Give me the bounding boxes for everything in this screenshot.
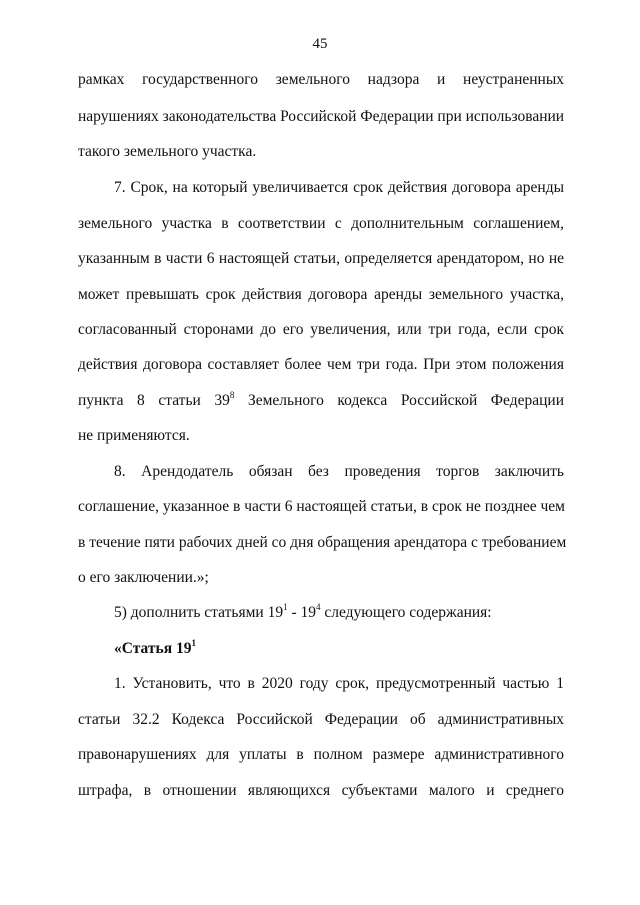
text-line: рамках государственного земельного надзора и неустраненных (78, 71, 564, 88)
text-line: земельного участка в соответствии с дополнительным соглашением, (78, 215, 564, 232)
text-line: может превышать срок действия договора аренды земельного участка, (78, 286, 564, 303)
text-line: о его заключении.»; (78, 569, 209, 586)
article-heading (114, 639, 564, 659)
text-fragment: Земельного кодекса Российской Федерации (234, 392, 565, 409)
text-fragment: следующего содержания: (320, 604, 492, 621)
superscript: 8 (229, 390, 235, 400)
text-line: соглашение, указанное в части 6 настоящей статьи, в срок не позднее чем (78, 498, 565, 515)
text-fragment: 5) дополнить статьями 19 (114, 604, 284, 621)
page-number: 45 (312, 36, 328, 52)
paragraph-7-first-line: 7. Срок, на который увеличивается срок действия договора аренды (114, 179, 564, 196)
superscript: 4 (316, 602, 321, 612)
text-line: правонарушениях для уплаты в полном размере административного (78, 746, 564, 763)
text-line: нарушениях законодательства Российской Федерации при использовании (78, 108, 565, 125)
superscript: 1 (283, 602, 288, 612)
text-line: не применяются. (78, 427, 190, 444)
text-line: в течение пяти рабочих дней со дня обращения арендатора с требованием (78, 534, 567, 551)
text-line: указанным в части 6 настоящей статьи, определяется арендатором, но не (78, 250, 564, 267)
item-5-line (114, 603, 564, 623)
text-fragment: пункта 8 статьи 39 (78, 392, 230, 409)
article-paragraph-1-first-line: 1. Установить, что в 2020 году срок, предусмотренный частью 1 (114, 675, 564, 692)
paragraph-8-first-line: 8. Арендодатель обязан без проведения торгов заключить (114, 463, 564, 480)
text-line: такого земельного участка. (78, 143, 257, 160)
text-line: согласованный сторонами до его увеличения, или три года, если срок (78, 321, 564, 338)
text-line: действия договора составляет более чем три года. При этом положения (78, 356, 564, 373)
heading-text: «Статья 19 (114, 640, 192, 657)
text-line: статьи 32.2 Кодекса Российской Федерации об административных (78, 711, 564, 728)
text-line: штрафа, в отношении являющихся субъектами малого и среднего (78, 782, 564, 799)
superscript: 1 (191, 638, 196, 648)
text-fragment: - 19 (287, 604, 316, 621)
text-line-with-superscript (78, 391, 564, 411)
